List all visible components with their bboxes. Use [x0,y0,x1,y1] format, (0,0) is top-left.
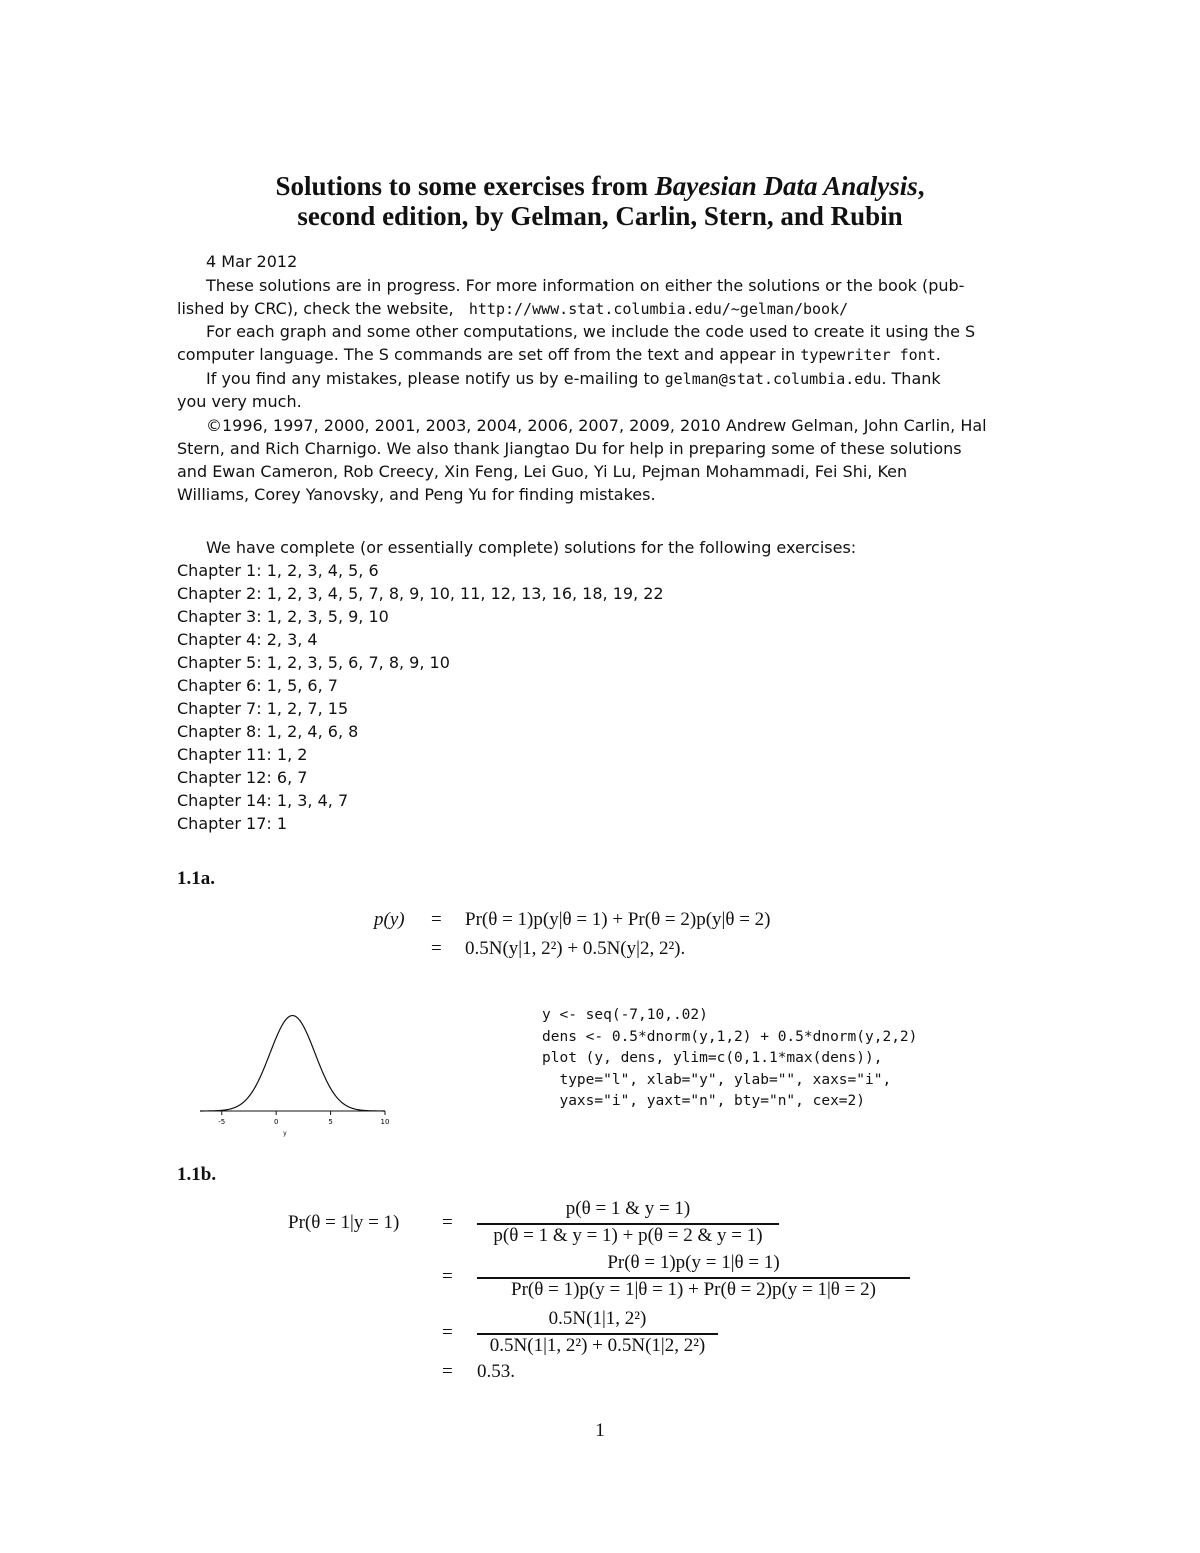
eq-rhs-2: 0.5N(y|1, 2²) + 0.5N(y|2, 2²). [465,938,686,959]
title-prefix: Solutions to some exercises from [275,171,655,201]
chapter-item: Chapter 11: 1, 2 [177,745,308,764]
document-subtitle: second edition, by Gelman, Carlin, Stern, and Rubin [297,201,903,231]
intro-p1-line2 [177,297,848,321]
intro-p1-line1: These solutions are in progress. For more information on either the solutions or the book (pub- [206,276,965,295]
eq-sign: = [442,1322,453,1343]
intro-p2-line1: For each graph and some other computations, we include the code used to create it using the S [206,322,976,341]
page-number: 1 [595,1420,605,1441]
density-plot [195,1000,395,1140]
x-tick-label: 0 [273,1118,279,1126]
x-tick-label: -5 [218,1118,226,1126]
chapter-item: Chapter 8: 1, 2, 4, 6, 8 [177,722,359,741]
s-code-block: y <- seq(-7,10,.02) dens <- 0.5*dnorm(y,1,2) + 0.5*dnorm(y,2,2) plot (y, dens, ylim=c(0,1.1*max(dens)), type="l", xlab="y", ylab="", xaxs="i", yaxs="i", yaxt="n", bty="n", cex=2) [542,1007,918,1109]
chapter-item: Chapter 7: 1, 2, 7, 15 [177,699,349,718]
copyright-line4: Williams, Corey Yanovsky, and Peng Yu for finding mistakes. [177,485,656,504]
book-title: Bayesian Data Analysis [654,171,918,201]
intro-p3-end: . Thank [881,369,941,388]
chapter-item: Chapter 6: 1, 5, 6, 7 [177,676,338,695]
chapter-list [177,559,664,835]
intro-p2-end: . [935,345,941,364]
result-value: 0.53. [477,1361,515,1382]
chapter-item: Chapter 4: 2, 3, 4 [177,630,318,649]
chapter-item: Chapter 3: 1, 2, 3, 5, 9, 10 [177,607,389,626]
complete-intro: We have complete (or essentially complete) solutions for the following exercises: [206,538,857,557]
copyright-line2: Stern, and Rich Charnigo. We also thank Jiangtao Du for help in preparing some of these solutions [177,439,962,458]
website-url[interactable]: http://www.stat.columbia.edu/~gelman/book/ [468,300,849,318]
density-curve [200,1016,385,1111]
posterior-lhs: Pr(θ = 1|y = 1) [288,1212,400,1233]
x-tick-label: 10 [380,1118,390,1126]
copyright-line1: ©1996, 1997, 2000, 2001, 2003, 2004, 2006, 2007, 2009, 2010 Andrew Gelman, John Carlin, Hal [206,416,987,435]
section-heading-1-1b: 1.1b. [177,1164,217,1185]
fraction-3-numerator: 0.5N(1|1, 2²) [548,1308,647,1329]
chapter-item: Chapter 12: 6, 7 [177,768,308,787]
intro-p3-line1 [206,367,941,391]
intro-p1-text: lished by CRC), check the website, [177,299,454,318]
chapter-item: Chapter 5: 1, 2, 3, 5, 6, 7, 8, 9, 10 [177,653,450,672]
fraction-1-denominator: p(θ = 1 & y = 1) + p(θ = 2 & y = 1) [493,1225,763,1246]
title-suffix: , [917,171,925,201]
x-axis-label: y [283,1130,287,1137]
intro-p2-text: computer language. The S commands are set off from the text and appear in [177,345,796,364]
eq-sign: = [442,1361,453,1382]
date: 4 Mar 2012 [206,252,298,271]
document-title [0,172,1200,200]
chapter-item: Chapter 2: 1, 2, 3, 4, 5, 7, 8, 9, 10, 11, 12, 13, 16, 18, 19, 22 [177,584,664,603]
fraction-1-numerator: p(θ = 1 & y = 1) [565,1198,691,1219]
email-address[interactable]: gelman@stat.columbia.edu [664,370,882,388]
intro-p3-line2: you very much. [177,392,302,411]
eq-sign: = [442,1212,453,1233]
typewriter-sample: typewriter font [800,346,936,364]
chapter-item: Chapter 14: 1, 3, 4, 7 [177,791,349,810]
chapter-item: Chapter 1: 1, 2, 3, 4, 5, 6 [177,561,379,580]
intro-p2-line2 [177,343,941,367]
eq-lhs-text: p(y) [374,909,405,930]
copyright-line3: and Ewan Cameron, Rob Creecy, Xin Feng, Lei Guo, Yi Lu, Pejman Mohammadi, Fei Shi, Ken [177,462,908,481]
section-heading-1-1a: 1.1a. [177,868,215,889]
eq-sign: = [431,909,442,930]
x-tick-label: 5 [328,1118,333,1126]
fraction-2-denominator: Pr(θ = 1)p(y = 1|θ = 1) + Pr(θ = 2)p(y = 1|θ = 2) [511,1279,876,1300]
chapter-item: Chapter 17: 1 [177,814,288,833]
fraction-2-numerator: Pr(θ = 1)p(y = 1|θ = 1) [607,1252,780,1273]
intro-p3-text: If you find any mistakes, please notify us by e-mailing to [206,369,660,388]
plot-layer [200,1016,389,1137]
eq-sign: = [431,938,442,959]
eq-rhs-1: Pr(θ = 1)p(y|θ = 1) + Pr(θ = 2)p(y|θ = 2) [465,909,771,930]
fraction-3-denominator: 0.5N(1|1, 2²) + 0.5N(1|2, 2²) [489,1335,706,1356]
eq-lhs [374,909,405,931]
eq-sign: = [442,1266,453,1287]
